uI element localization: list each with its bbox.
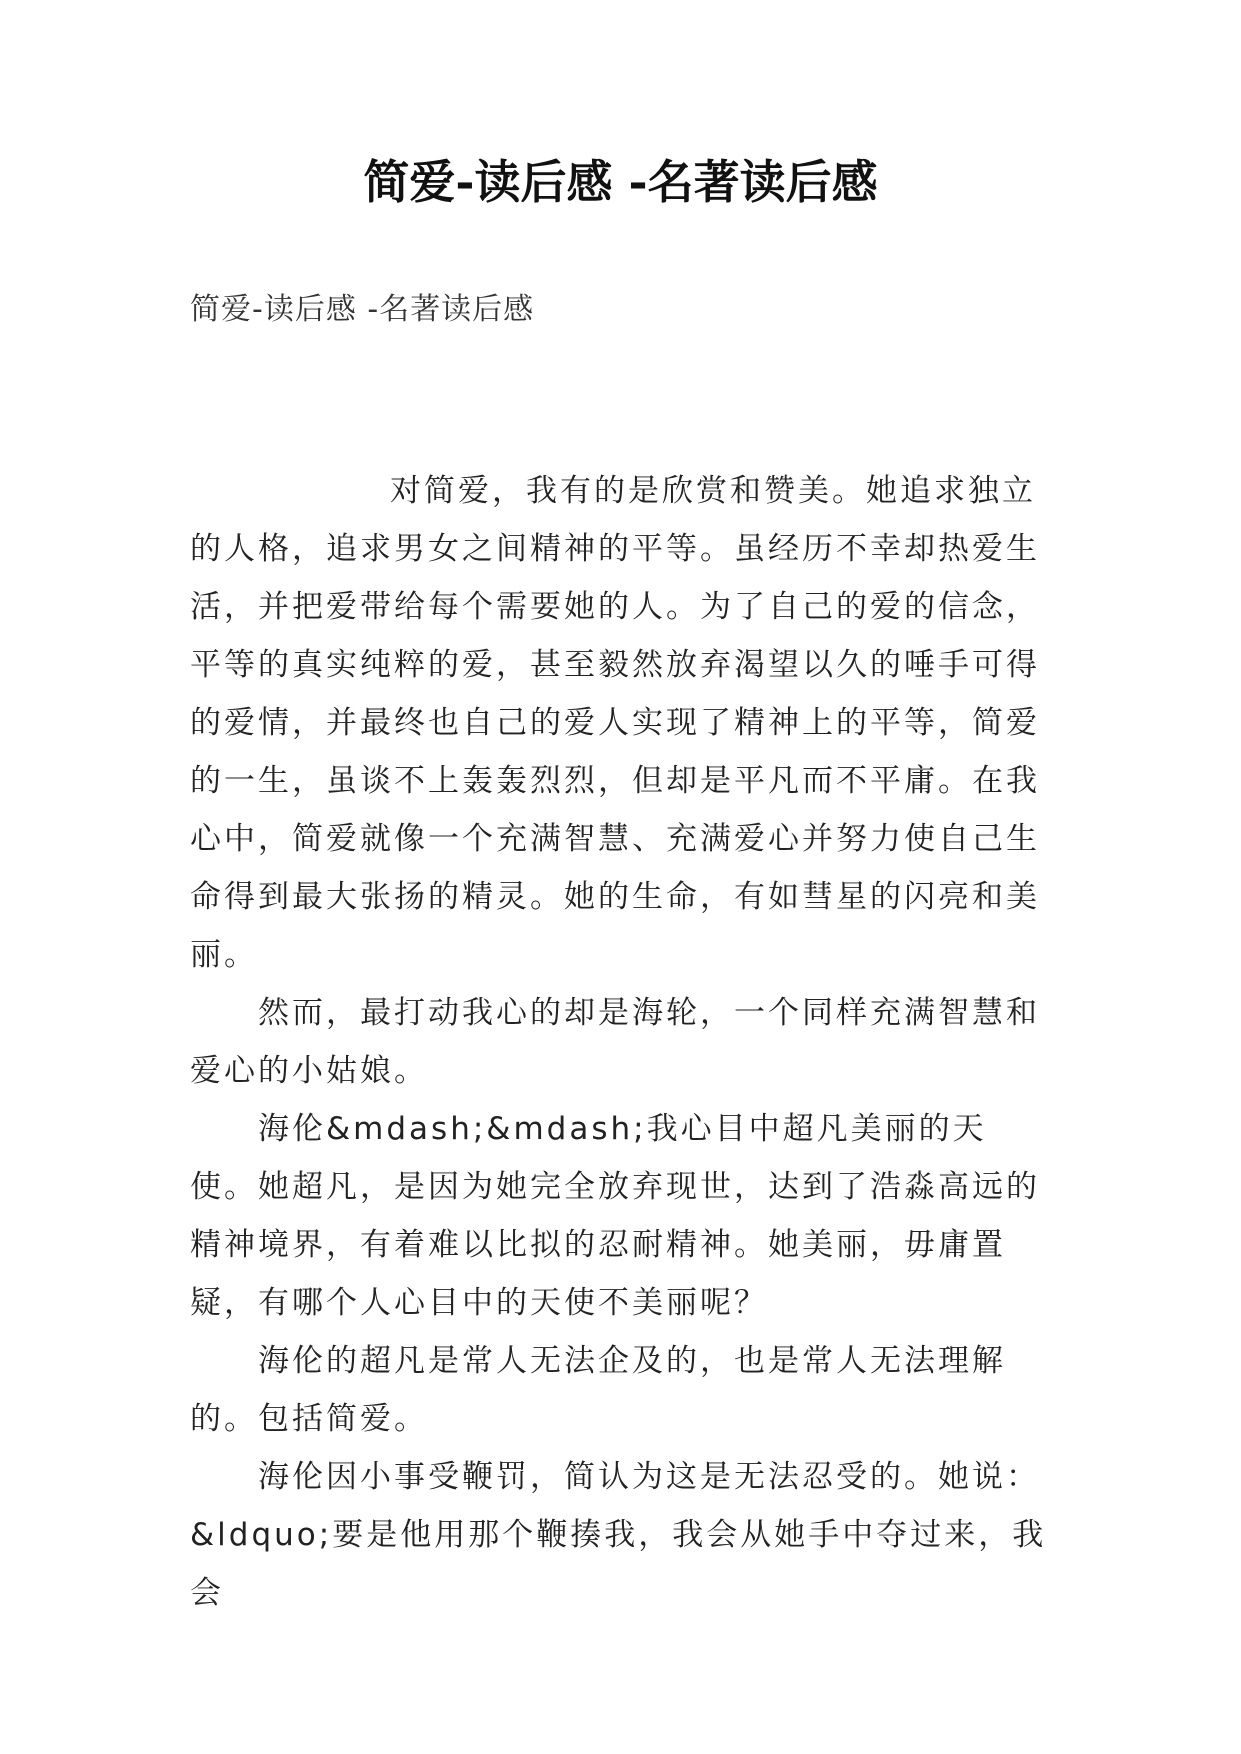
body-section-2 bbox=[190, 984, 1050, 1622]
body-section-1 bbox=[190, 462, 1050, 984]
document-subtitle: 简爱-读后感 -名著读后感 bbox=[190, 292, 535, 327]
paragraph-3: 海伦&mdash;&mdash;我心目中超凡美丽的天使。她超凡，是因为她完全放弃现世，达到了浩淼高远的精神境界，有着难以比拟的忍耐精神。她美丽，毋庸置疑，有哪个人心目中的天使不美丽呢？ bbox=[190, 1111, 1040, 1321]
paragraph-5: 海伦因小事受鞭罚，简认为这是无法忍受的。她说：&ldquo;要是他用那个鞭揍我，我会从她手中夺过来，我会 bbox=[190, 1459, 1047, 1611]
paragraph-4: 海伦的超凡是常人无法企及的，也是常人无法理解的。包括简爱。 bbox=[190, 1343, 1006, 1437]
paragraph-1: 对简爱，我有的是欣赏和赞美。她追求独立的人格，追求男女之间精神的平等。虽经历不幸却热爱生活，并把爱带给每个需要她的人。为了自己的爱的信念，平等的真实纯粹的爱，甚至毅然放弃渴望以久的唾手可得的爱情，并最终也自己的爱人实现了精神上的平等，简爱的一生，虽谈不上轰轰烈烈，但却是平凡而不平庸。在我心中，简爱就像一个充满智慧、充满爱心并努力使自己生命得到最大张扬的精灵。她的生命，有如彗星的闪亮和美丽。 bbox=[190, 473, 1040, 973]
paragraph-2: 然而，最打动我心的却是海轮，一个同样充满智慧和爱心的小姑娘。 bbox=[190, 995, 1040, 1089]
document-title: 简爱-读后感 -名著读后感 bbox=[363, 155, 878, 209]
